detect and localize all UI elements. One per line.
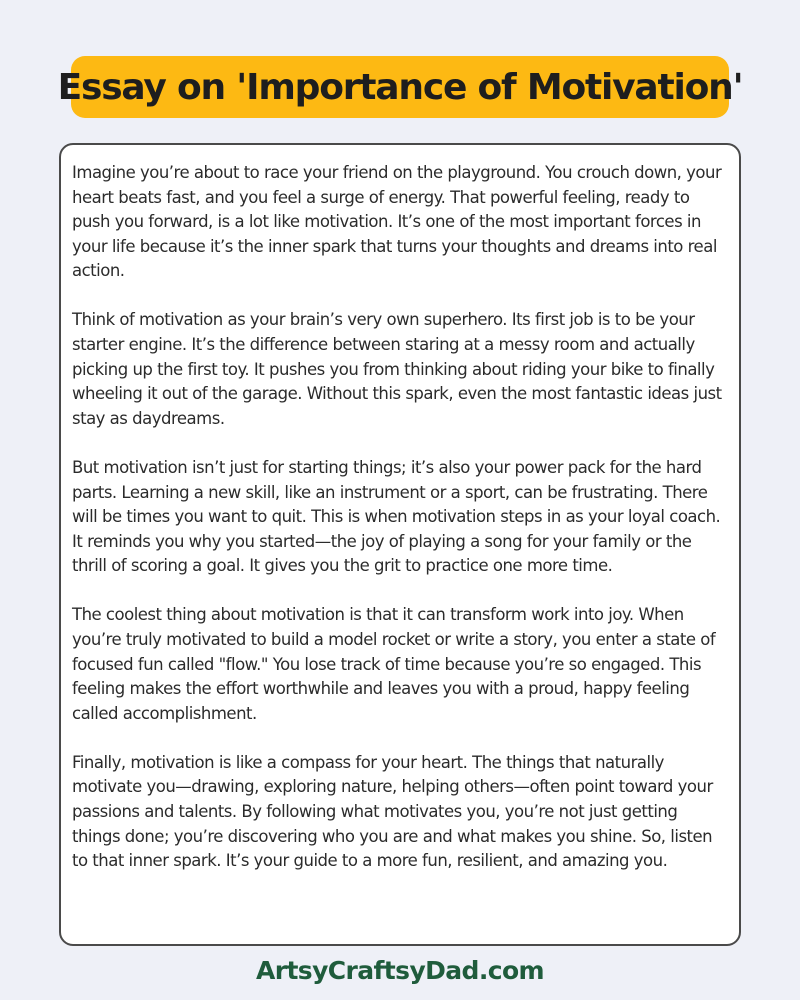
- page-title: Essay on 'Importance of Motivation': [57, 66, 743, 108]
- essay-paragraph-3: But motivation isn’t just for starting things; it’s also your power pack for the hard parts. Learning a new skill, like an instrument or a sport, can be frustrating. There will be times you want to quit. This is when motivation steps in as your loyal coach. It reminds you why you started—the joy of playing a song for your family or the thrill of scoring a goal. It gives you the grit to practice one more time.: [72, 457, 721, 576]
- essay-card: [59, 143, 741, 946]
- title-banner: [0, 56, 800, 118]
- footer: [0, 956, 800, 985]
- essay-paragraph-1: Imagine you’re about to race your friend on the playground. You crouch down, your heart beats fast, and you feel a surge of energy. That powerful feeling, ready to push you forward, is a lot like motivation. It’s one of the most important forces in your life because it’s the inner spark that turns your thoughts and dreams into real action.: [72, 163, 722, 281]
- title-pill: [57, 56, 743, 118]
- footer-site-name: ArtsyCraftsyDad.com: [255, 956, 544, 985]
- essay-paragraph-2: Think of motivation as your brain’s very own superhero. Its first job is to be your starter engine. It’s the difference between staring at a messy room and actually picking up the first toy. It pushes you from thinking about riding your bike to finally wheeling it out of the garage. Without this spark, even the most fantastic ideas just stay as daydreams.: [72, 310, 722, 428]
- essay-paragraph-4: The coolest thing about motivation is that it can transform work into joy. When you’re truly motivated to build a model rocket or write a story, you enter a state of focused fun called "flow." You lose track of time because you’re so engaged. This feeling makes the effort worthwhile and leaves you with a proud, happy feeling called accomplishment.: [72, 605, 716, 723]
- essay-paragraph-5: Finally, motivation is like a compass for your heart. The things that naturally motivate you—drawing, exploring nature, helping others—often point toward your passions and talents. By following what motivates you, you’re not just getting things done; you’re discovering who you are and what makes you shine. So, listen to that inner spark. It’s your guide to a more fun, resilient, and amazing you.: [72, 752, 713, 871]
